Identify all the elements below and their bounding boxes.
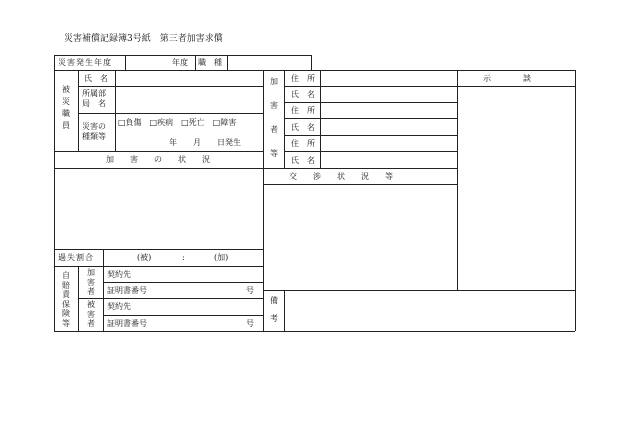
occurrence-date: 年 月 日発生 [169,138,241,147]
injury-type-checkboxes[interactable]: □負傷 □疾病 □死亡 □障害 [118,118,237,127]
perp-bottom [263,168,457,169]
perp-address-3: 住 所 [291,139,315,148]
fault-colon: : [182,253,185,262]
victim-label-divider [78,70,79,151]
insurance-row-1 [103,282,263,283]
perp-row-3 [284,118,457,119]
victim-cert-go: 号 [246,319,254,328]
form-title: 災害補償記録簿3号紙 第三者加害求償 [64,34,223,44]
year-value-field[interactable] [126,56,170,69]
victim-side-label: 被 災 職 員 [62,85,70,130]
perp-name-3: 氏 名 [291,156,315,165]
perp-label-divider [284,70,285,168]
victim-row-2 [78,113,263,114]
fault-perp-label: (加) [214,253,229,262]
insurance-side-label: 自 賠 責 保 険 等 [62,271,70,328]
header-left-border [54,55,55,70]
fault-victim-label: (被) [137,253,152,262]
settlement-text-area[interactable] [458,87,574,289]
remarks-label: 備 考 [270,296,278,323]
job-value-field[interactable] [228,56,310,69]
negotiation-text-area[interactable] [264,185,456,289]
situation-heading: 加 害 の 状 況 [106,155,210,164]
header-right-border [311,55,312,70]
perp-row-2 [284,102,457,103]
nendo-label: 年度 [172,58,188,67]
settlement-heading: 示 談 [483,74,531,83]
victim-dept-label-2: 局 名 [82,99,106,108]
perp-address-2: 住 所 [291,106,315,115]
victim-name-label: 氏 名 [84,74,108,83]
year-label: 災害発生年度 [58,58,112,67]
victim-type-label-2: 種類等 [82,132,106,141]
perp-name-2: 氏 名 [291,123,315,132]
perp-row-1 [284,86,457,87]
perp-cert-label: 証明書番号 [107,286,147,295]
fault-label-divider [103,249,104,266]
insurance-perp-label: 加 害 者 [87,268,95,296]
fault-row-bottom [54,266,263,267]
victim-cert-label: 証明書番号 [107,319,147,328]
insurance-row-3 [103,315,263,316]
perp-address-1: 住 所 [291,74,315,83]
insurance-victim-label: 被 害 者 [87,300,95,328]
insurance-row-mid [78,298,263,299]
job-label: 職 種 [198,58,222,67]
frame-right [575,70,576,331]
perp-cert-go: 号 [246,286,254,295]
remarks-text-area[interactable] [285,291,574,330]
negotiation-heading: 交 渉 状 況 等 [289,172,393,181]
victim-type-label-1: 災害の [82,122,106,131]
situation-text-area[interactable] [55,169,262,248]
victim-dept-field[interactable] [116,87,262,112]
perp-row-4 [284,135,457,136]
perp-name-1: 氏 名 [291,90,315,99]
victim-dept-label-1: 所属部 [82,89,106,98]
fault-label: 過失割合 [58,253,94,262]
victim-bottom [54,151,263,152]
victim-name-field[interactable] [116,71,262,85]
perp-field-divider [320,70,321,168]
perp-row-5 [284,151,457,152]
perp-contract-label: 契約先 [107,270,131,279]
victim-contract-label: 契約先 [107,302,131,311]
frame-bottom [54,331,575,332]
fault-row-top [54,249,263,250]
header-divider-2 [195,55,196,70]
perp-side-label: 加 害 者 等 [270,77,278,158]
